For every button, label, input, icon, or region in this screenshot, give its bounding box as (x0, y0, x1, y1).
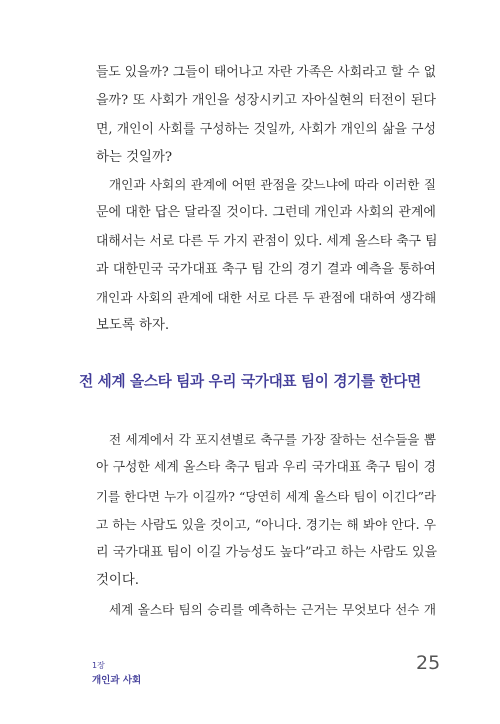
text-line: 개인과 사회의 관계에 대한 서로 다른 두 관점에 대하여 생각해 (96, 290, 437, 306)
paragraph-2 (96, 171, 436, 341)
text-line: 개인과 사회의 관계에 어떤 관점을 갖느냐에 따라 이러한 질 (109, 177, 436, 192)
text-line: 기를 한다면 누가 이길까? “당연히 세계 올스타 팀이 이긴다”라 (96, 488, 436, 504)
text-line: 리 국가대표 팀이 이길 가능성도 높다”라고 하는 사람도 있을 (96, 545, 438, 561)
chapter-number: 1장 (92, 661, 105, 670)
text-line: 것이다. (96, 573, 140, 589)
text-line: 문에 대한 답은 달라질 것이다. 그런데 개인과 사회의 관계에 (96, 205, 436, 221)
paragraph-3 (96, 426, 436, 624)
text-line: 보도록 하자. (96, 318, 170, 334)
text-line: 대해서는 서로 다른 두 가지 관점이 있다. 세계 올스타 축구 팀 (96, 233, 438, 249)
text-line: 을까? 또 사회가 개인을 성장시키고 자아실현의 터전이 된다 (96, 93, 436, 109)
text-line: 세계 올스타 팀의 승리를 예측하는 근거는 무엇보다 선수 개 (109, 601, 436, 617)
text-line: 들도 있을까? 그들이 태어나고 자란 가족은 사회라고 할 수 없 (96, 65, 437, 80)
text-line: 전 세계에서 각 포지션별로 축구를 가장 잘하는 선수들을 뽑 (109, 432, 436, 447)
text-line: 과 대한민국 국가대표 축구 팀 간의 경기 결과 예측을 통하여 (96, 261, 436, 277)
section-heading: 전 세계 올스타 팀과 우리 국가대표 팀이 경기를 한다면 (79, 373, 421, 390)
text-line: 고 하는 사람도 있을 것이고, “아니다. 경기는 해 봐야 안다. 우 (96, 516, 436, 532)
text-line: 면, 개인이 사회를 구성하는 것일까, 사회가 개인의 삶을 구성 (96, 121, 436, 137)
text-line: 하는 것일까? (96, 149, 173, 165)
text-line: 아 구성한 세계 올스타 축구 팀과 우리 국가대표 축구 팀이 경 (96, 460, 436, 476)
paragraph-1 (96, 59, 436, 172)
page-number: 25 (416, 652, 441, 674)
chapter-title: 개인과 사회 (92, 675, 142, 686)
